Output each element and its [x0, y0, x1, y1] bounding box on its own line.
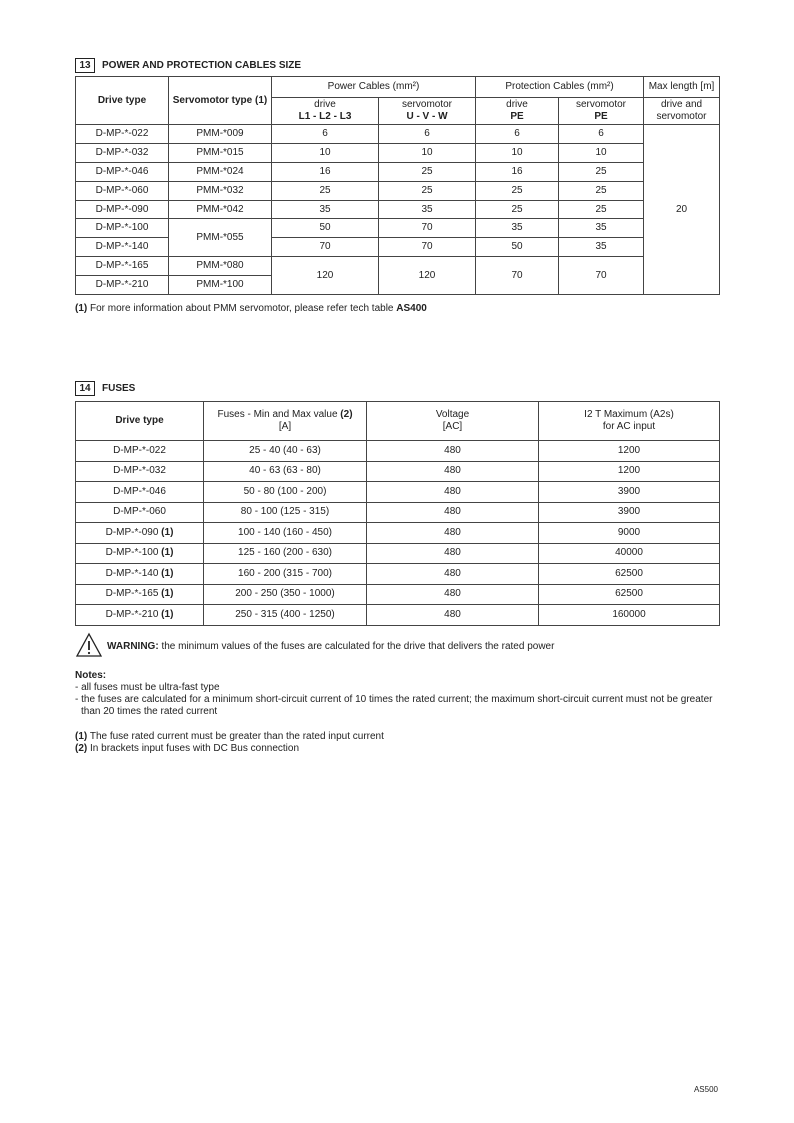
cell-i2t: 3900 [539, 482, 720, 503]
cell-drive: D-MP-*-046 [76, 162, 169, 181]
note-item: than 20 times the rated current [81, 706, 218, 717]
table-row [76, 564, 720, 585]
cell-power-drive: 35 [272, 200, 379, 219]
cell-voltage: 480 [367, 523, 539, 544]
cell-i2t: 62500 [539, 564, 720, 585]
subheader-protection-drive: drive PE [476, 98, 559, 125]
table-row [76, 441, 720, 462]
header-servomotor-type: Servomotor type (1) [169, 77, 272, 125]
table-row [76, 543, 720, 564]
cell-voltage: 480 [367, 461, 539, 482]
header-max-length: Max length [m] [644, 77, 720, 98]
notes-title: Notes: [75, 670, 107, 681]
section-13-number: 13 [75, 58, 95, 73]
cell-fuses: 80 - 100 (125 - 315) [204, 502, 367, 523]
header-fuses: Fuses - Min and Max value (2) [A] [204, 402, 367, 441]
table-row [76, 125, 720, 144]
cell-drive: D-MP-*-165 (1) [76, 584, 204, 605]
footnote-2: (2) In brackets input fuses with DC Bus connection [75, 743, 300, 754]
table-row [76, 584, 720, 605]
cell-servomotor: PMM-*009 [169, 125, 272, 144]
cell-drive: D-MP-*-090 [76, 200, 169, 219]
cell-drive: D-MP-*-210 (1) [76, 605, 204, 626]
cell-prot-servo: 25 [559, 181, 644, 200]
cell-power-servo: 70 [379, 219, 476, 238]
cell-prot-drive: 10 [476, 143, 559, 162]
table-row [76, 181, 720, 200]
table-header-row [76, 77, 720, 98]
cell-prot-servo: 6 [559, 125, 644, 144]
cables-size-table [75, 76, 720, 295]
table-header-row [76, 402, 720, 441]
section-14-title: FUSES [102, 383, 136, 394]
header-drive-type: Drive type [76, 402, 204, 441]
cell-drive: D-MP-*-060 [76, 502, 204, 523]
cell-i2t: 40000 [539, 543, 720, 564]
cell-drive: D-MP-*-210 [76, 276, 169, 295]
cell-drive: D-MP-*-022 [76, 441, 204, 462]
note-item: - the fuses are calculated for a minimum short-circuit current of 10 times the rated current; the maximum short-circuit current must not be greater [75, 694, 713, 705]
cell-drive: D-MP-*-165 [76, 257, 169, 276]
subheader-protection-servomotor: servomotor PE [559, 98, 644, 125]
table-row [76, 219, 720, 238]
cell-power-drive: 70 [272, 238, 379, 257]
cell-drive: D-MP-*-140 [76, 238, 169, 257]
cell-prot-drive: 35 [476, 219, 559, 238]
cell-power-drive: 120 [272, 257, 379, 295]
cell-servomotor: PMM-*024 [169, 162, 272, 181]
table-row [76, 605, 720, 626]
cell-power-drive: 25 [272, 181, 379, 200]
cell-voltage: 480 [367, 564, 539, 585]
table-row [76, 143, 720, 162]
cell-prot-drive: 70 [476, 257, 559, 295]
table-row [76, 257, 720, 276]
cell-prot-servo: 25 [559, 162, 644, 181]
table-row [76, 502, 720, 523]
cell-power-drive: 16 [272, 162, 379, 181]
table-row [76, 200, 720, 219]
section-14-heading [75, 381, 135, 396]
cell-i2t: 160000 [539, 605, 720, 626]
subheader-power-drive: drive L1 - L2 - L3 [272, 98, 379, 125]
cell-fuses: 50 - 80 (100 - 200) [204, 482, 367, 503]
cell-fuses: 40 - 63 (63 - 80) [204, 461, 367, 482]
cell-i2t: 1200 [539, 441, 720, 462]
note-item: - all fuses must be ultra-fast type [75, 682, 220, 693]
cell-drive: D-MP-*-032 [76, 461, 204, 482]
cell-power-servo: 35 [379, 200, 476, 219]
cell-voltage: 480 [367, 605, 539, 626]
cell-voltage: 480 [367, 543, 539, 564]
cell-prot-servo: 10 [559, 143, 644, 162]
warning-box [75, 632, 554, 661]
servomotor-footnote: (1) For more information about PMM servomotor, please refer tech table AS400 [75, 303, 427, 314]
cell-fuses: 25 - 40 (40 - 63) [204, 441, 367, 462]
cell-fuses: 250 - 315 (400 - 1250) [204, 605, 367, 626]
tech-table-reference: AS400 [396, 303, 427, 314]
header-drive-type: Drive type [76, 77, 169, 125]
cell-i2t: 1200 [539, 461, 720, 482]
cell-drive: D-MP-*-046 [76, 482, 204, 503]
cell-voltage: 480 [367, 441, 539, 462]
cell-i2t: 9000 [539, 523, 720, 544]
header-voltage: Voltage [AC] [367, 402, 539, 441]
warning-triangle-icon [75, 632, 103, 661]
cell-fuses: 200 - 250 (350 - 1000) [204, 584, 367, 605]
section-13-heading [75, 58, 301, 73]
cell-drive: D-MP-*-100 (1) [76, 543, 204, 564]
notes-block [75, 670, 720, 718]
cell-servomotor: PMM-*042 [169, 200, 272, 219]
subheader-max-length: drive and servomotor [644, 98, 720, 125]
subheader-power-servomotor: servomotor U - V - W [379, 98, 476, 125]
cell-prot-servo: 25 [559, 200, 644, 219]
cell-power-servo: 25 [379, 162, 476, 181]
cell-i2t: 3900 [539, 502, 720, 523]
footnote-1: (1) The fuse rated current must be greater than the rated input current [75, 731, 384, 742]
cell-servomotor: PMM-*015 [169, 143, 272, 162]
fuses-table [75, 401, 720, 626]
header-i2t: I2 T Maximum (A2s) for AC input [539, 402, 720, 441]
page-footer-code: AS500 [693, 1085, 718, 1094]
cell-i2t: 62500 [539, 584, 720, 605]
cell-power-drive: 10 [272, 143, 379, 162]
fuses-footnotes [75, 731, 384, 755]
cell-servomotor: PMM-*080 [169, 257, 272, 276]
cell-drive: D-MP-*-060 [76, 181, 169, 200]
cell-power-drive: 6 [272, 125, 379, 144]
cell-prot-drive: 25 [476, 181, 559, 200]
cell-voltage: 480 [367, 482, 539, 503]
cell-drive: D-MP-*-140 (1) [76, 564, 204, 585]
cell-prot-drive: 50 [476, 238, 559, 257]
table-row [76, 162, 720, 181]
cell-fuses: 125 - 160 (200 - 630) [204, 543, 367, 564]
cell-max-length: 20 [644, 125, 720, 295]
cell-drive: D-MP-*-100 [76, 219, 169, 238]
section-14-number: 14 [75, 381, 95, 396]
table-row [76, 523, 720, 544]
warning-text: WARNING: the minimum values of the fuses are calculated for the drive that delivers the rated power [107, 641, 555, 652]
cell-power-servo: 6 [379, 125, 476, 144]
cell-prot-drive: 25 [476, 200, 559, 219]
cell-prot-servo: 35 [559, 238, 644, 257]
cell-power-servo: 70 [379, 238, 476, 257]
cell-power-drive: 50 [272, 219, 379, 238]
cell-fuses: 100 - 140 (160 - 450) [204, 523, 367, 544]
section-13-title: POWER AND PROTECTION CABLES SIZE [102, 60, 302, 71]
cell-drive: D-MP-*-022 [76, 125, 169, 144]
header-protection-cables: Protection Cables (mm²) [476, 77, 644, 98]
table-row [76, 482, 720, 503]
cell-drive: D-MP-*-090 (1) [76, 523, 204, 544]
cell-drive: D-MP-*-032 [76, 143, 169, 162]
cell-power-servo: 25 [379, 181, 476, 200]
cell-servomotor: PMM-*032 [169, 181, 272, 200]
cell-prot-servo: 70 [559, 257, 644, 295]
header-power-cables: Power Cables (mm²) [272, 77, 476, 98]
cell-voltage: 480 [367, 502, 539, 523]
cell-prot-servo: 35 [559, 219, 644, 238]
table-row [76, 461, 720, 482]
cell-servomotor: PMM-*100 [169, 276, 272, 295]
cell-power-servo: 10 [379, 143, 476, 162]
cell-fuses: 160 - 200 (315 - 700) [204, 564, 367, 585]
cell-voltage: 480 [367, 584, 539, 605]
cell-power-servo: 120 [379, 257, 476, 295]
cell-prot-drive: 16 [476, 162, 559, 181]
cell-prot-drive: 6 [476, 125, 559, 144]
cell-servomotor: PMM-*055 [169, 219, 272, 257]
